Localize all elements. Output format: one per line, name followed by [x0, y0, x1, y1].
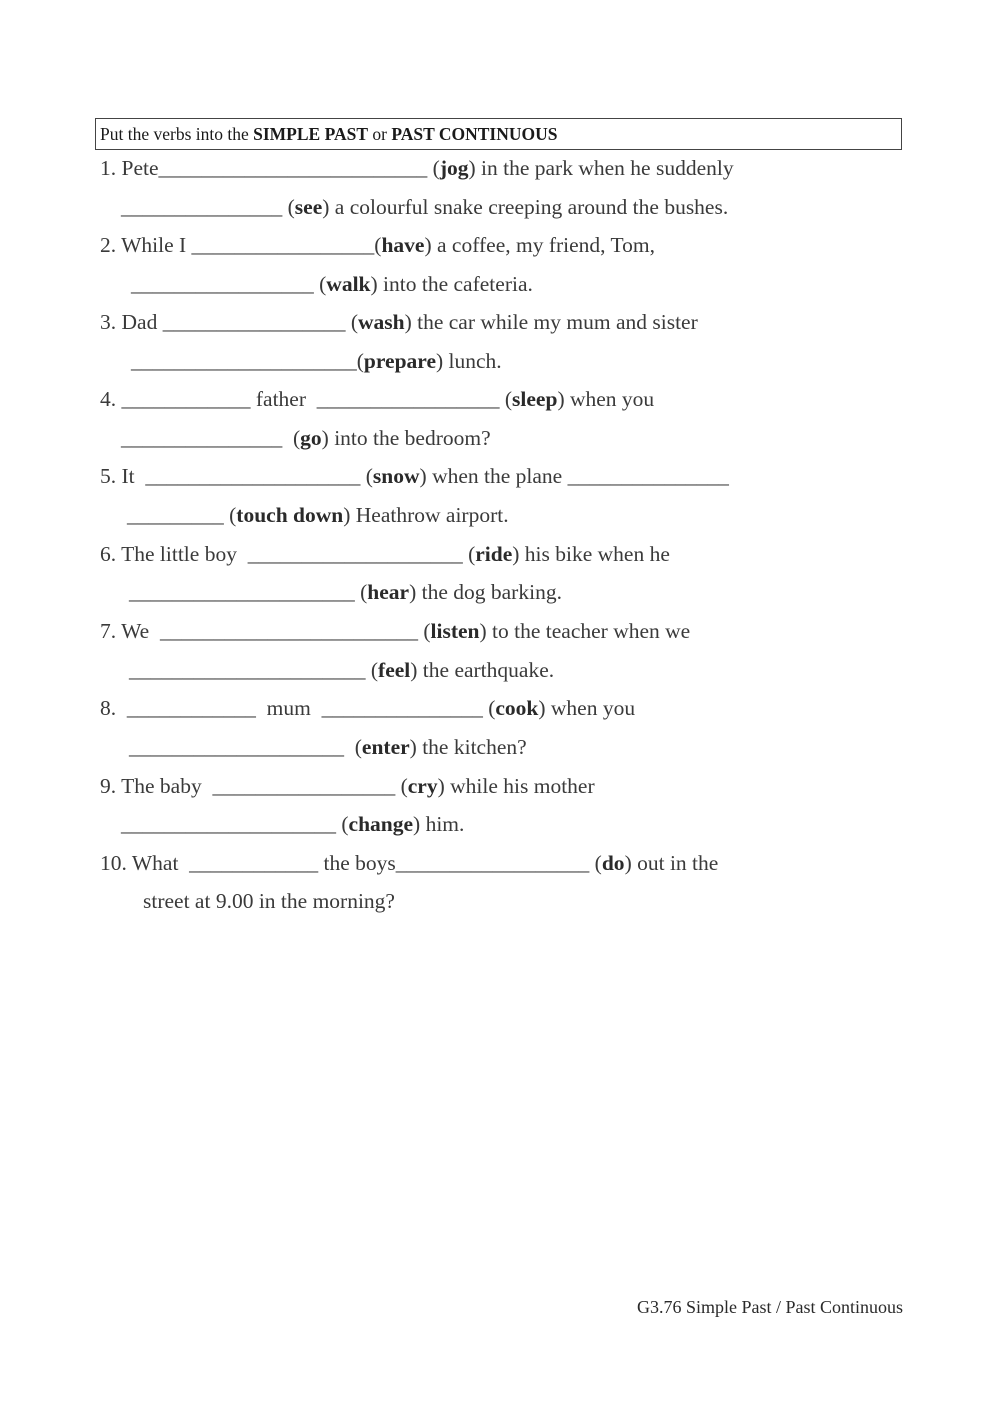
- exercise-4-line-1: 4. ____________ father _________________ (sleep) when you: [100, 387, 655, 411]
- verb-listen: listen: [430, 619, 480, 643]
- exercise-5-line-2: _________ (touch down) Heathrow airport.: [127, 503, 509, 527]
- instruction-joiner: or: [368, 124, 392, 144]
- verb-do: do: [601, 851, 625, 875]
- verb-go: go: [300, 426, 322, 450]
- exercise-2-line-1: 2. While I _________________(have) a coffee, my friend, Tom,: [100, 233, 656, 257]
- exercise-5-line-1: 5. It ____________________ (snow) when the plane _______________: [100, 464, 729, 488]
- exercise-6-line-1: 6. The little boy ____________________ (ride) his bike when he: [100, 542, 670, 566]
- exercise-10-line-2: street at 9.00 in the morning?: [143, 889, 395, 913]
- verb-cry: cry: [407, 774, 438, 798]
- exercise-3-line-1: 3. Dad _________________ (wash) the car while my mum and sister: [100, 310, 698, 334]
- verb-snow: snow: [372, 464, 420, 488]
- exercise-3-line-2: _____________________(prepare) lunch.: [131, 349, 502, 373]
- verb-enter: enter: [361, 735, 410, 759]
- instruction-prefix: Put the verbs into the: [100, 124, 254, 144]
- exercise-9-line-1: 9. The baby _________________ (cry) while his mother: [100, 774, 595, 798]
- instruction-term-simple-past: SIMPLE PAST: [253, 124, 369, 144]
- verb-have: have: [381, 233, 425, 257]
- worksheet-footer-code: G3.76 Simple Past / Past Continuous: [636, 1297, 903, 1317]
- verb-ride: ride: [475, 542, 513, 566]
- exercise-10-line-1: 10. What ____________ the boys__________________ (do) out in the: [100, 851, 719, 875]
- verb-see: see: [294, 195, 323, 219]
- exercise-1-line-2: _______________ (see) a colourful snake creeping around the bushes.: [121, 195, 729, 219]
- exercise-4-line-2: _______________ (go) into the bedroom?: [121, 426, 491, 450]
- exercise-7-line-1: 7. We ________________________ (listen) to the teacher when we: [100, 619, 691, 643]
- verb-feel: feel: [378, 658, 411, 682]
- verb-hear: hear: [367, 580, 410, 604]
- exercise-1-line-1: 1. Pete_________________________ (jog) in the park when he suddenly: [100, 156, 734, 180]
- verb-wash: wash: [357, 310, 405, 334]
- exercise-7-line-2: ______________________ (feel) the earthquake.: [129, 658, 555, 682]
- verb-sleep: sleep: [512, 387, 558, 411]
- exercise-8-line-2: ____________________ (enter) the kitchen?: [129, 735, 527, 759]
- exercise-2-line-2: _________________ (walk) into the cafeteria.: [131, 272, 533, 296]
- exercise-8-line-1: 8. ____________ mum _______________ (cook) when you: [100, 696, 636, 720]
- verb-change: change: [348, 812, 414, 836]
- verb-touch-down: touch down: [236, 503, 344, 527]
- verb-cook: cook: [495, 696, 539, 720]
- verb-jog: jog: [439, 156, 469, 180]
- exercise-9-line-2: ____________________ (change) him.: [121, 812, 465, 836]
- verb-walk: walk: [326, 272, 371, 296]
- instruction-box: [95, 118, 902, 150]
- instruction-term-past-continuous: PAST CONTINUOUS: [391, 124, 558, 144]
- verb-prepare: prepare: [363, 349, 436, 373]
- exercise-6-line-2: _____________________ (hear) the dog barking.: [129, 580, 562, 604]
